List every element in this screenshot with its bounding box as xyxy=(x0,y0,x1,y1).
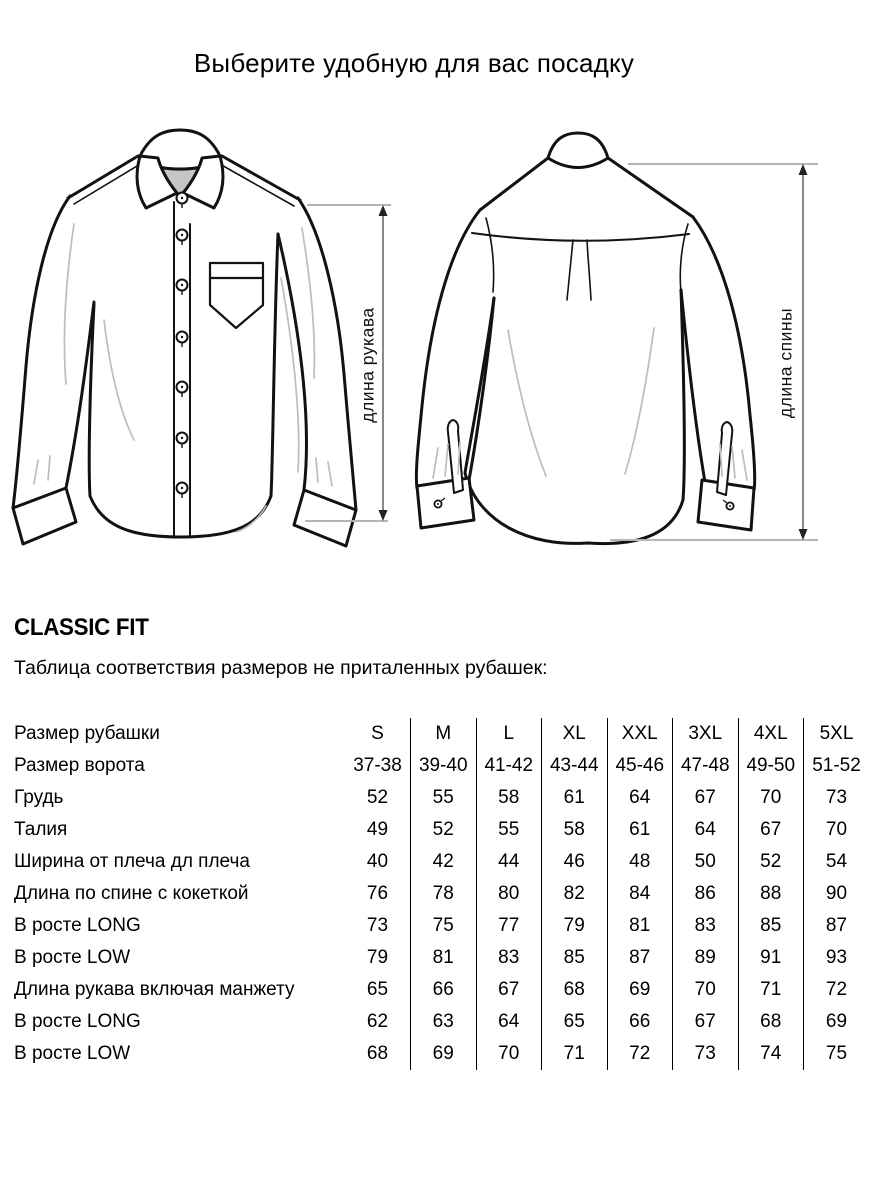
size-column-header: S xyxy=(371,723,384,744)
size-value-cell: 75 xyxy=(804,1038,870,1070)
size-value-cell: 65 xyxy=(366,979,389,1000)
size-column-header: L xyxy=(476,718,542,750)
size-value-cell: 80 xyxy=(476,878,542,910)
size-value-cell: 50 xyxy=(673,846,739,878)
size-column-header: XXL xyxy=(607,718,673,750)
size-value-cell: 65 xyxy=(542,1006,608,1038)
row-label: Длина по спине с кокеткой xyxy=(14,883,249,904)
section-subtitle: Таблица соответствия размеров не приталенных рубашек: xyxy=(14,657,548,679)
size-value-cell: 49-50 xyxy=(738,750,804,782)
size-value-cell: 79 xyxy=(542,910,608,942)
size-value-cell: 64 xyxy=(476,1006,542,1038)
size-value-cell: 51-52 xyxy=(804,750,870,782)
size-value-cell: 70 xyxy=(804,814,870,846)
size-value-cell: 42 xyxy=(411,846,477,878)
size-value-cell: 40 xyxy=(366,851,389,872)
size-column-header: 5XL xyxy=(804,718,870,750)
table-row xyxy=(14,750,869,782)
size-value-cell: 47-48 xyxy=(673,750,739,782)
size-value-cell: 69 xyxy=(804,1006,870,1038)
size-column-header: XL xyxy=(542,718,608,750)
table-row xyxy=(14,1038,869,1070)
size-value-cell: 39-40 xyxy=(411,750,477,782)
table-row xyxy=(14,910,869,942)
size-value-cell: 84 xyxy=(607,878,673,910)
row-label: В росте LOW xyxy=(14,947,131,968)
size-value-cell: 70 xyxy=(476,1038,542,1070)
size-value-cell: 87 xyxy=(607,942,673,974)
size-value-cell: 68 xyxy=(366,1043,389,1064)
size-value-cell: 54 xyxy=(804,846,870,878)
row-label: Грудь xyxy=(14,787,64,808)
table-row xyxy=(14,814,869,846)
size-value-cell: 73 xyxy=(366,915,389,936)
size-value-cell: 41-42 xyxy=(476,750,542,782)
size-value-cell: 52 xyxy=(738,846,804,878)
size-value-cell: 86 xyxy=(673,878,739,910)
size-value-cell: 67 xyxy=(673,1006,739,1038)
row-label: Талия xyxy=(14,819,68,840)
size-value-cell: 93 xyxy=(804,942,870,974)
row-label: В росте LONG xyxy=(14,1011,141,1032)
table-row xyxy=(14,942,869,974)
size-value-cell: 88 xyxy=(738,878,804,910)
table-header-row xyxy=(14,718,869,750)
size-value-cell: 55 xyxy=(411,782,477,814)
size-value-cell: 87 xyxy=(804,910,870,942)
size-value-cell: 62 xyxy=(366,1011,389,1032)
size-value-cell: 61 xyxy=(607,814,673,846)
size-value-cell: 67 xyxy=(673,782,739,814)
row-label: Размер ворота xyxy=(14,755,145,776)
size-value-cell: 83 xyxy=(476,942,542,974)
size-value-cell: 52 xyxy=(366,787,389,808)
size-value-cell: 37-38 xyxy=(353,755,402,776)
size-value-cell: 77 xyxy=(476,910,542,942)
size-value-cell: 70 xyxy=(738,782,804,814)
size-value-cell: 43-44 xyxy=(542,750,608,782)
table-row xyxy=(14,782,869,814)
page-title: Выберите удобную для вас посадку xyxy=(193,48,635,78)
row-label: Ширина от плеча дл плеча xyxy=(14,851,250,872)
size-table xyxy=(14,718,869,1070)
size-value-cell: 72 xyxy=(804,974,870,1006)
size-value-cell: 67 xyxy=(476,974,542,1006)
size-value-cell: 81 xyxy=(607,910,673,942)
size-value-cell: 83 xyxy=(673,910,739,942)
arrow-down-icon xyxy=(799,529,808,540)
size-column-header: 4XL xyxy=(738,718,804,750)
table-row xyxy=(14,1006,869,1038)
size-value-cell: 82 xyxy=(542,878,608,910)
size-value-cell: 90 xyxy=(804,878,870,910)
size-value-cell: 70 xyxy=(673,974,739,1006)
size-value-cell: 81 xyxy=(411,942,477,974)
size-value-cell: 72 xyxy=(607,1038,673,1070)
size-value-cell: 58 xyxy=(476,782,542,814)
back-length-label: длина спины xyxy=(775,307,796,419)
arrow-up-icon xyxy=(799,164,808,175)
size-value-cell: 69 xyxy=(411,1038,477,1070)
size-value-cell: 73 xyxy=(673,1038,739,1070)
size-value-cell: 79 xyxy=(366,947,389,968)
size-value-cell: 48 xyxy=(607,846,673,878)
arrow-down-icon xyxy=(379,510,388,521)
size-value-cell: 45-46 xyxy=(607,750,673,782)
size-value-cell: 74 xyxy=(738,1038,804,1070)
size-value-cell: 64 xyxy=(607,782,673,814)
table-row xyxy=(14,878,869,910)
sleeve-length-label: длина рукава xyxy=(357,307,378,423)
size-value-cell: 75 xyxy=(411,910,477,942)
size-value-cell: 55 xyxy=(476,814,542,846)
size-value-cell: 71 xyxy=(542,1038,608,1070)
size-value-cell: 64 xyxy=(673,814,739,846)
size-value-cell: 91 xyxy=(738,942,804,974)
size-value-cell: 68 xyxy=(542,974,608,1006)
section-heading: CLASSIC FIT xyxy=(14,614,149,641)
size-value-cell: 49 xyxy=(366,819,389,840)
size-value-cell: 71 xyxy=(738,974,804,1006)
size-value-cell: 76 xyxy=(366,883,389,904)
size-value-cell: 44 xyxy=(476,846,542,878)
size-value-cell: 68 xyxy=(738,1006,804,1038)
size-value-cell: 85 xyxy=(738,910,804,942)
size-column-header: M xyxy=(411,718,477,750)
size-value-cell: 67 xyxy=(738,814,804,846)
dimension-annotations xyxy=(0,130,881,600)
row-label: Длина рукава включая манжету xyxy=(14,979,295,1000)
table-row xyxy=(14,974,869,1006)
size-column-header: 3XL xyxy=(673,718,739,750)
arrow-up-icon xyxy=(379,205,388,216)
size-value-cell: 58 xyxy=(542,814,608,846)
size-value-cell: 78 xyxy=(411,878,477,910)
back-length-dimension xyxy=(610,164,818,540)
size-value-cell: 73 xyxy=(804,782,870,814)
size-value-cell: 61 xyxy=(542,782,608,814)
sleeve-length-dimension xyxy=(305,205,391,521)
size-value-cell: 85 xyxy=(542,942,608,974)
size-value-cell: 52 xyxy=(411,814,477,846)
table-row xyxy=(14,846,869,878)
row-label: В росте LONG xyxy=(14,915,141,936)
size-value-cell: 69 xyxy=(607,974,673,1006)
size-value-cell: 66 xyxy=(411,974,477,1006)
size-value-cell: 89 xyxy=(673,942,739,974)
size-value-cell: 63 xyxy=(411,1006,477,1038)
size-value-cell: 46 xyxy=(542,846,608,878)
size-table-container xyxy=(14,718,869,1070)
row-label: В росте LOW xyxy=(14,1043,131,1064)
row-label: Размер рубашки xyxy=(14,723,160,744)
size-value-cell: 66 xyxy=(607,1006,673,1038)
